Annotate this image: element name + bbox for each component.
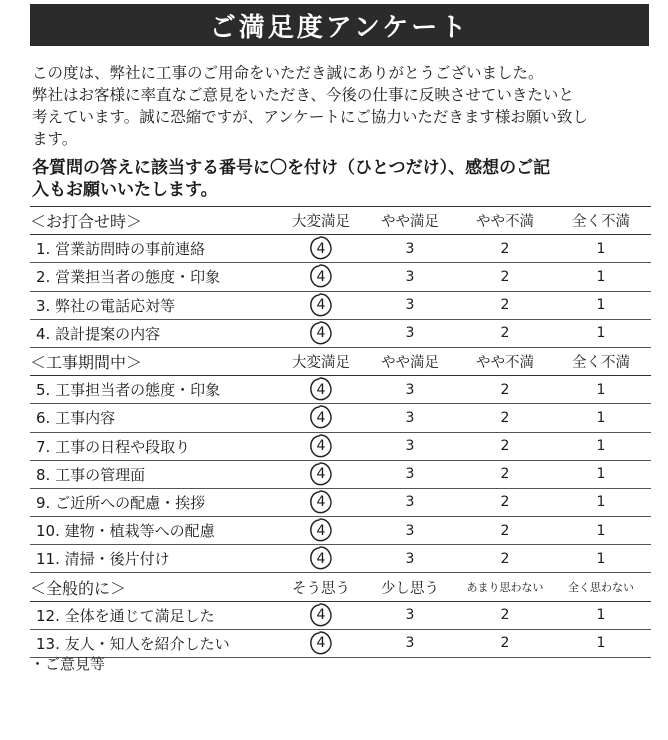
question-label: 3. 弊社の電話応対等 bbox=[36, 296, 176, 315]
score-option-4[interactable]: 4 bbox=[316, 522, 326, 539]
score-option-4[interactable]: 4 bbox=[316, 635, 326, 652]
score-option-4[interactable]: 4 bbox=[316, 607, 326, 624]
column-header: 全く不満 bbox=[572, 214, 630, 231]
question-label: 8. 工事の管理面 bbox=[36, 465, 146, 484]
question-label: 12. 全体を通じて満足した bbox=[36, 606, 215, 625]
question-label: 2. 営業担当者の態度・印象 bbox=[36, 268, 221, 287]
section-label: ＜お打合せ時＞ bbox=[30, 212, 143, 232]
intro-line: ます。 bbox=[32, 130, 78, 148]
score-option-1[interactable]: 1 bbox=[596, 466, 606, 483]
question-row bbox=[30, 630, 651, 658]
column-header: 大変満足 bbox=[292, 214, 350, 231]
score-option-4[interactable]: 4 bbox=[316, 268, 326, 285]
intro-text bbox=[32, 62, 652, 150]
section-label: ＜全般的に＞ bbox=[30, 578, 127, 598]
column-header: 大変満足 bbox=[292, 355, 350, 372]
score-option-1[interactable]: 1 bbox=[596, 494, 606, 511]
score-option-1[interactable]: 1 bbox=[596, 381, 606, 398]
score-option-2[interactable]: 2 bbox=[500, 268, 510, 285]
question-label: 4. 設計提案の内容 bbox=[36, 324, 161, 343]
column-header: そう思う bbox=[292, 580, 350, 597]
score-option-2[interactable]: 2 bbox=[500, 381, 510, 398]
score-option-1[interactable]: 1 bbox=[596, 409, 606, 426]
intro-line: この度は、弊社に工事のご用命をいただき誠にありがとうございました。 bbox=[32, 64, 544, 82]
score-option-2[interactable]: 2 bbox=[500, 438, 510, 455]
question-row bbox=[30, 292, 651, 320]
score-option-3[interactable]: 3 bbox=[405, 268, 415, 285]
intro-line: 考えています。誠に恐縮ですが、アンケートにご協力いただきます様お願い致し bbox=[32, 108, 588, 126]
score-option-3[interactable]: 3 bbox=[405, 635, 415, 652]
score-option-3[interactable]: 3 bbox=[405, 297, 415, 314]
column-header: 少し思う bbox=[381, 580, 439, 597]
column-header: あまり思わない bbox=[466, 581, 544, 595]
instruction-line: 入もお願いいたします。 bbox=[32, 180, 218, 200]
score-option-2[interactable]: 2 bbox=[500, 522, 510, 539]
section-header-row bbox=[30, 206, 651, 235]
section-header-row bbox=[30, 348, 651, 376]
question-row bbox=[30, 404, 651, 432]
instructions bbox=[32, 157, 652, 201]
score-option-3[interactable]: 3 bbox=[405, 438, 415, 455]
question-label: 5. 工事担当者の態度・印象 bbox=[36, 381, 221, 400]
question-row bbox=[30, 517, 651, 545]
score-option-3[interactable]: 3 bbox=[405, 494, 415, 511]
question-row bbox=[30, 461, 651, 489]
question-label: 1. 営業訪問時の事前連絡 bbox=[36, 240, 206, 259]
question-row bbox=[30, 433, 651, 461]
survey-title: ご満足度アンケート bbox=[30, 4, 649, 46]
score-option-4[interactable]: 4 bbox=[316, 325, 326, 342]
column-header: やや満足 bbox=[381, 355, 439, 372]
score-option-4[interactable]: 4 bbox=[316, 240, 326, 257]
score-option-3[interactable]: 3 bbox=[405, 325, 415, 342]
score-option-2[interactable]: 2 bbox=[500, 635, 510, 652]
column-header: やや不満 bbox=[476, 214, 534, 231]
question-row bbox=[30, 376, 651, 404]
score-option-1[interactable]: 1 bbox=[596, 607, 606, 624]
score-option-3[interactable]: 3 bbox=[405, 522, 415, 539]
question-label: 7. 工事の日程や段取り bbox=[36, 437, 191, 456]
question-row bbox=[30, 545, 651, 573]
score-option-3[interactable]: 3 bbox=[405, 550, 415, 567]
question-row bbox=[30, 320, 651, 348]
score-option-2[interactable]: 2 bbox=[500, 550, 510, 567]
question-label: 9. ご近所への配慮・挨拶 bbox=[36, 493, 206, 512]
score-option-2[interactable]: 2 bbox=[500, 409, 510, 426]
score-option-1[interactable]: 1 bbox=[596, 522, 606, 539]
score-option-3[interactable]: 3 bbox=[405, 607, 415, 624]
score-option-1[interactable]: 1 bbox=[596, 268, 606, 285]
question-row bbox=[30, 263, 651, 291]
score-option-4[interactable]: 4 bbox=[316, 466, 326, 483]
survey-table bbox=[30, 206, 651, 658]
section-label: ＜工事期間中＞ bbox=[30, 353, 143, 373]
question-label: 10. 建物・植栽等への配慮 bbox=[36, 522, 215, 541]
score-option-4[interactable]: 4 bbox=[316, 409, 326, 426]
question-row bbox=[30, 602, 651, 630]
column-header: 全く不満 bbox=[572, 355, 630, 372]
column-header: 全く思わない bbox=[568, 581, 634, 595]
score-option-3[interactable]: 3 bbox=[405, 466, 415, 483]
score-option-3[interactable]: 3 bbox=[405, 409, 415, 426]
score-option-1[interactable]: 1 bbox=[596, 550, 606, 567]
score-option-1[interactable]: 1 bbox=[596, 438, 606, 455]
question-label: 11. 清掃・後片付け bbox=[36, 550, 170, 569]
score-option-2[interactable]: 2 bbox=[500, 325, 510, 342]
comments-label: ・ご意見等 bbox=[30, 655, 106, 673]
intro-line: 弊社はお客様に率直なご意見をいただき、今後の仕事に反映させていきたいと bbox=[32, 86, 574, 104]
score-option-4[interactable]: 4 bbox=[316, 494, 326, 511]
score-option-3[interactable]: 3 bbox=[405, 240, 415, 257]
score-option-1[interactable]: 1 bbox=[596, 325, 606, 342]
question-label: 6. 工事内容 bbox=[36, 409, 116, 428]
score-option-4[interactable]: 4 bbox=[316, 438, 326, 455]
instruction-line: 各質問の答えに該当する番号に〇を付け（ひとつだけ）、感想のご記 bbox=[32, 158, 551, 178]
question-row bbox=[30, 235, 651, 263]
score-option-2[interactable]: 2 bbox=[500, 240, 510, 257]
question-row bbox=[30, 489, 651, 517]
column-header: やや満足 bbox=[381, 214, 439, 231]
question-label: 13. 友人・知人を紹介したい bbox=[36, 634, 230, 653]
score-option-3[interactable]: 3 bbox=[405, 381, 415, 398]
score-option-4[interactable]: 4 bbox=[316, 381, 326, 398]
score-option-4[interactable]: 4 bbox=[316, 297, 326, 314]
score-option-1[interactable]: 1 bbox=[596, 635, 606, 652]
column-header: やや不満 bbox=[476, 355, 534, 372]
score-option-2[interactable]: 2 bbox=[500, 494, 510, 511]
score-option-1[interactable]: 1 bbox=[596, 240, 606, 257]
score-option-2[interactable]: 2 bbox=[500, 607, 510, 624]
score-option-1[interactable]: 1 bbox=[596, 297, 606, 314]
score-option-4[interactable]: 4 bbox=[316, 550, 326, 567]
section-header-row bbox=[30, 573, 651, 601]
score-option-2[interactable]: 2 bbox=[500, 297, 510, 314]
score-option-2[interactable]: 2 bbox=[500, 466, 510, 483]
